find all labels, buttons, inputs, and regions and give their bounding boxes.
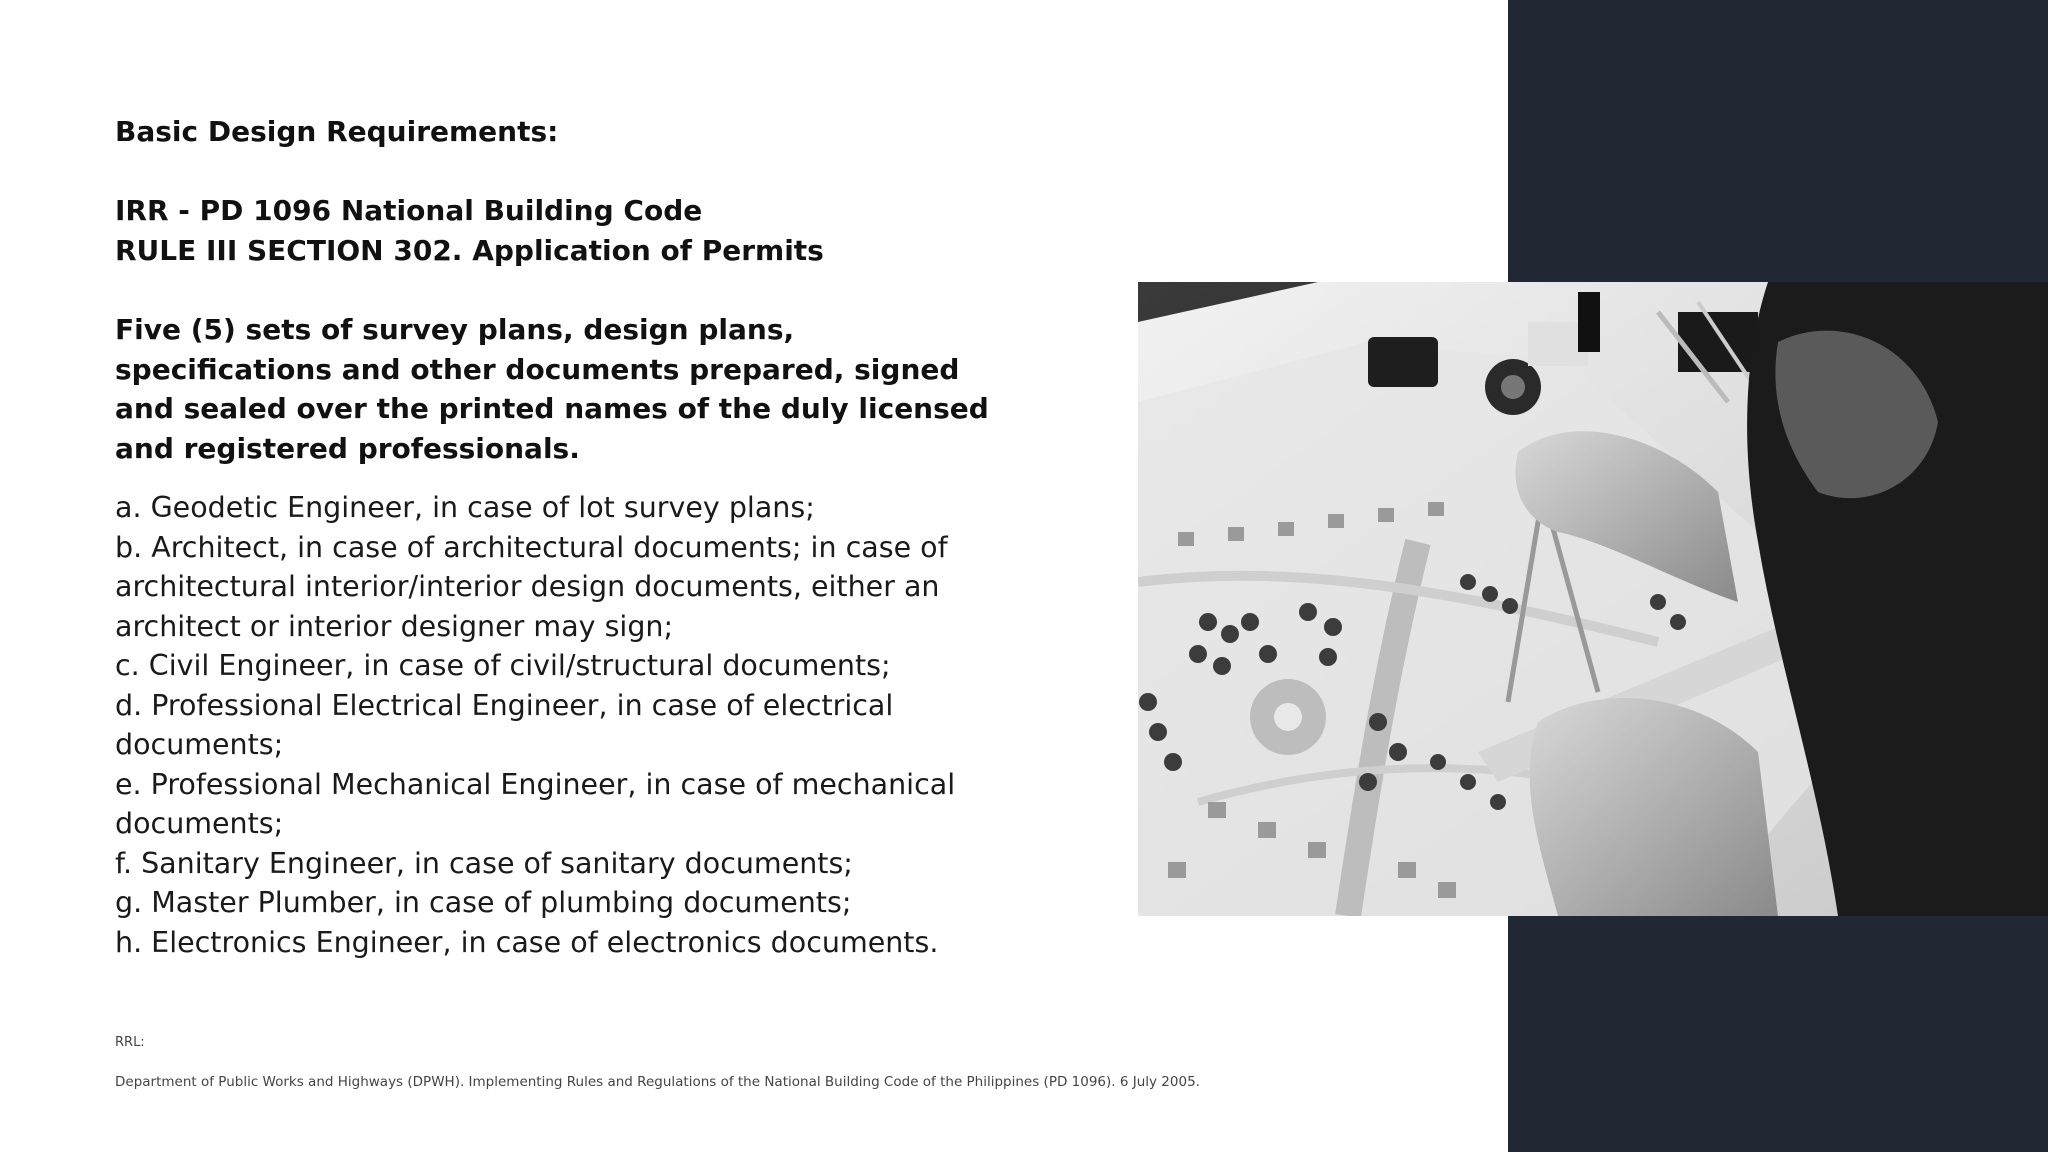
rule-title: RULE III SECTION 302. Application of Permits (115, 234, 824, 267)
list-item: h. Electronics Engineer, in case of electronics documents. (115, 925, 939, 959)
list-item: e. Professional Mechanical Engineer, in case of mechanical documents; (115, 767, 956, 840)
requirement-text: Five (5) sets of survey plans, design plans, specifications and other documents prepared, signed and sealed over the printed names of the duly licensed and registered professionals. (115, 313, 989, 465)
slide-content (115, 112, 1015, 962)
citation: Department of Public Works and Highways (DPWH). Implementing Rules and Regulations of the National Building Code of the Philippines (PD 1096). 6 July 2005. (115, 1074, 1200, 1090)
list-item: d. Professional Electrical Engineer, in case of electrical documents; (115, 688, 894, 761)
rrl-label: RRL: (115, 1035, 145, 1050)
list-item: a. Geodetic Engineer, in case of lot survey plans; (115, 491, 815, 524)
references (115, 1034, 1200, 1091)
section-title: Basic Design Requirements: (115, 115, 559, 148)
list-item: f. Sanitary Engineer, in case of sanitary documents; (115, 846, 853, 880)
professionals-list (115, 488, 1015, 962)
code-title: IRR - PD 1096 National Building Code (115, 194, 703, 227)
list-item: g. Master Plumber, in case of plumbing documents; (115, 886, 852, 919)
architect-drafting-image (1138, 282, 2048, 916)
architect-photo (1138, 282, 2048, 916)
list-item: c. Civil Engineer, in case of civil/structural documents; (115, 649, 891, 682)
list-item: b. Architect, in case of architectural documents; in case of architectural interior/interior design documents, either an architect or interior designer may sign; (115, 530, 948, 643)
